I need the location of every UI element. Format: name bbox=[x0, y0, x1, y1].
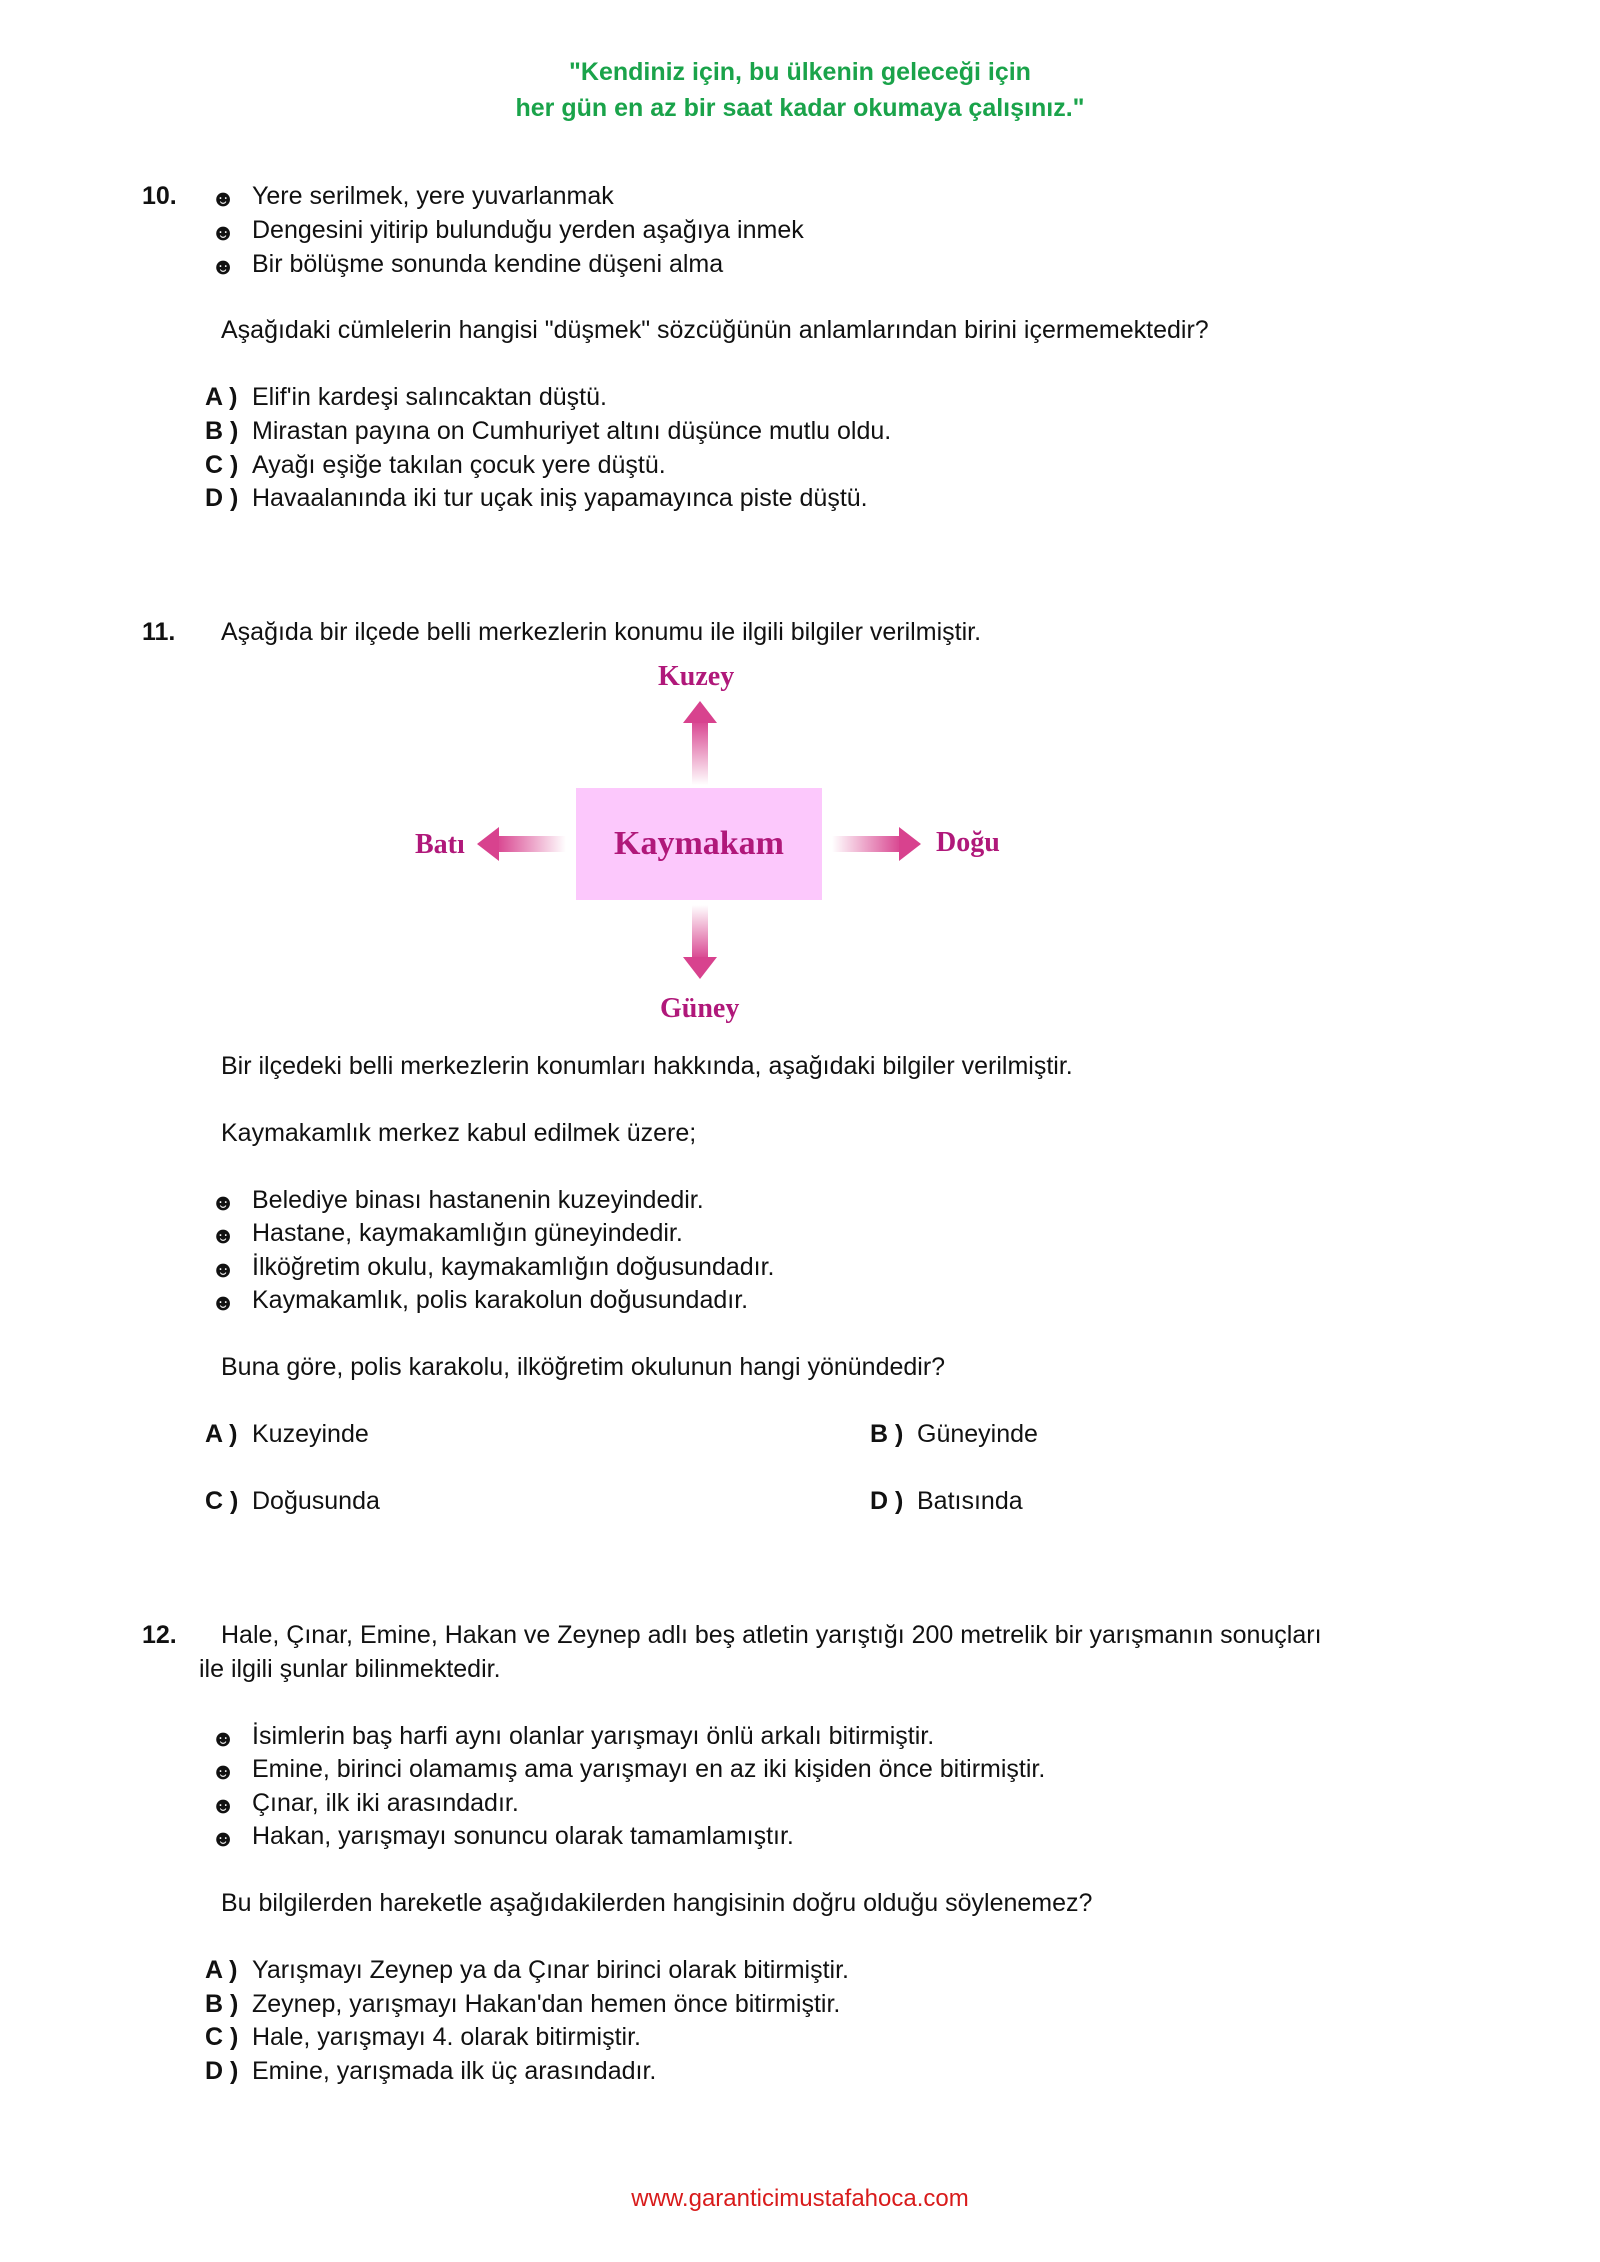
q11-bullet-2: Hastane, kaymakamlığın güneyindedir. bbox=[252, 1219, 683, 1247]
bullet-icon: ☻ bbox=[211, 1222, 236, 1248]
compass-diagram bbox=[400, 655, 1040, 1035]
question-12-number: 12. bbox=[142, 1621, 177, 1649]
header-quote-line-1: "Kendiniz için, bu ülkenin geleceği için bbox=[569, 58, 1031, 86]
q10-option-b-label[interactable]: B ) bbox=[205, 417, 239, 445]
q10-option-d-label[interactable]: D ) bbox=[205, 484, 239, 512]
bullet-icon: ☻ bbox=[211, 1189, 236, 1215]
q12-option-b-label[interactable]: B ) bbox=[205, 1990, 239, 2018]
bullet-icon: ☻ bbox=[211, 253, 236, 279]
q10-bullet-3: Bir bölüşme sonunda kendine düşeni alma bbox=[252, 250, 724, 278]
q11-option-d-label[interactable]: D ) bbox=[870, 1487, 904, 1515]
q10-option-b-text[interactable]: Mirastan payına on Cumhuriyet altını düşünce mutlu oldu. bbox=[252, 417, 892, 445]
q11-option-c-label[interactable]: C ) bbox=[205, 1487, 239, 1515]
q12-option-d-text[interactable]: Emine, yarışmada ilk üç arasındadır. bbox=[252, 2057, 657, 2085]
q11-option-b-text[interactable]: Güneyinde bbox=[917, 1420, 1038, 1448]
bullet-icon: ☻ bbox=[211, 219, 236, 245]
q12-question: Bu bilgilerden hareketle aşağıdakilerden hangisinin doğru olduğu söylenemez? bbox=[221, 1889, 1093, 1917]
header-quote-line-2: her gün en az bir saat kadar okumaya çalışınız." bbox=[515, 94, 1085, 122]
question-10-number: 10. bbox=[142, 182, 177, 210]
q10-bullet-2: Dengesini yitirip bulunduğu yerden aşağıya inmek bbox=[252, 216, 804, 244]
q11-bullet-4: Kaymakamlık, polis karakolun doğusundadır. bbox=[252, 1286, 749, 1314]
q11-bullet-3: İlköğretim okulu, kaymakamlığın doğusundadır. bbox=[252, 1253, 775, 1281]
bullet-icon: ☻ bbox=[211, 1792, 236, 1818]
question-11-number: 11. bbox=[142, 618, 176, 646]
bullet-icon: ☻ bbox=[211, 1289, 236, 1315]
q12-intro-1: Hale, Çınar, Emine, Hakan ve Zeynep adlı beş atletin yarıştığı 200 metrelik bir yarışmanın sonuçları bbox=[221, 1621, 1322, 1649]
west-arrow-icon bbox=[477, 827, 566, 861]
q12-bullet-1: İsimlerin baş harfi aynı olanlar yarışmayı önlü arkalı bitirmiştir. bbox=[252, 1722, 935, 1750]
north-arrow-icon bbox=[683, 701, 717, 785]
q12-option-c-text[interactable]: Hale, yarışmayı 4. olarak bitirmiştir. bbox=[252, 2023, 641, 2051]
q10-option-d-text[interactable]: Havaalanında iki tur uçak iniş yapamayınca piste düştü. bbox=[252, 484, 868, 512]
bullet-icon: ☻ bbox=[211, 1825, 236, 1851]
q11-question: Buna göre, polis karakolu, ilköğretim okulunun hangi yönündedir? bbox=[221, 1353, 946, 1381]
q11-option-a-text[interactable]: Kuzeyinde bbox=[252, 1420, 369, 1448]
kaymakam-label: Kaymakam bbox=[614, 825, 784, 862]
south-label: Güney bbox=[660, 993, 740, 1024]
q11-bullet-1: Belediye binası hastanenin kuzeyindedir. bbox=[252, 1186, 704, 1214]
bullet-icon: ☻ bbox=[211, 1256, 236, 1282]
footer-website-link[interactable]: www.garanticimustafahoca.com bbox=[631, 2185, 969, 2212]
q10-option-a-label[interactable]: A ) bbox=[205, 383, 238, 411]
bullet-icon: ☻ bbox=[211, 1725, 236, 1751]
q11-option-d-text[interactable]: Batısında bbox=[917, 1487, 1023, 1515]
q10-option-a-text[interactable]: Elif'in kardeşi salıncaktan düştü. bbox=[252, 383, 607, 411]
q11-line-1: Bir ilçedeki belli merkezlerin konumları hakkında, aşağıdaki bilgiler verilmiştir. bbox=[221, 1052, 1073, 1080]
north-label: Kuzey bbox=[658, 661, 735, 692]
q10-bullet-1: Yere serilmek, yere yuvarlanmak bbox=[252, 182, 614, 210]
kaymakam-box bbox=[576, 788, 822, 900]
q10-question: Aşağıdaki cümlelerin hangisi "düşmek" sözcüğünün anlamlarından birini içermemektedir? bbox=[221, 316, 1209, 344]
q12-intro-2: ile ilgili şunlar bilinmektedir. bbox=[199, 1655, 501, 1683]
q12-bullet-3: Çınar, ilk iki arasındadır. bbox=[252, 1789, 519, 1817]
west-label: Batı bbox=[415, 829, 465, 860]
q11-option-a-label[interactable]: A ) bbox=[205, 1420, 238, 1448]
q12-bullet-4: Hakan, yarışmayı sonuncu olarak tamamlamıştır. bbox=[252, 1822, 794, 1850]
bullet-icon: ☻ bbox=[211, 185, 236, 211]
q12-option-a-label[interactable]: A ) bbox=[205, 1956, 238, 1984]
q12-option-c-label[interactable]: C ) bbox=[205, 2023, 239, 2051]
q12-option-b-text[interactable]: Zeynep, yarışmayı Hakan'dan hemen önce bitirmiştir. bbox=[252, 1990, 841, 2018]
q11-option-c-text[interactable]: Doğusunda bbox=[252, 1487, 380, 1515]
bullet-icon: ☻ bbox=[211, 1758, 236, 1784]
q12-bullet-2: Emine, birinci olamamış ama yarışmayı en az iki kişiden önce bitirmiştir. bbox=[252, 1755, 1046, 1783]
east-label: Doğu bbox=[936, 827, 1000, 858]
east-arrow-icon bbox=[832, 827, 921, 861]
q11-line-2: Kaymakamlık merkez kabul edilmek üzere; bbox=[221, 1119, 697, 1147]
south-arrow-icon bbox=[683, 905, 717, 979]
q11-intro: Aşağıda bir ilçede belli merkezlerin konumu ile ilgili bilgiler verilmiştir. bbox=[221, 618, 982, 646]
q10-option-c-text[interactable]: Ayağı eşiğe takılan çocuk yere düştü. bbox=[252, 451, 666, 479]
q11-option-b-label[interactable]: B ) bbox=[870, 1420, 904, 1448]
q12-option-d-label[interactable]: D ) bbox=[205, 2057, 239, 2085]
q12-option-a-text[interactable]: Yarışmayı Zeynep ya da Çınar birinci olarak bitirmiştir. bbox=[252, 1956, 849, 1984]
q10-option-c-label[interactable]: C ) bbox=[205, 451, 239, 479]
